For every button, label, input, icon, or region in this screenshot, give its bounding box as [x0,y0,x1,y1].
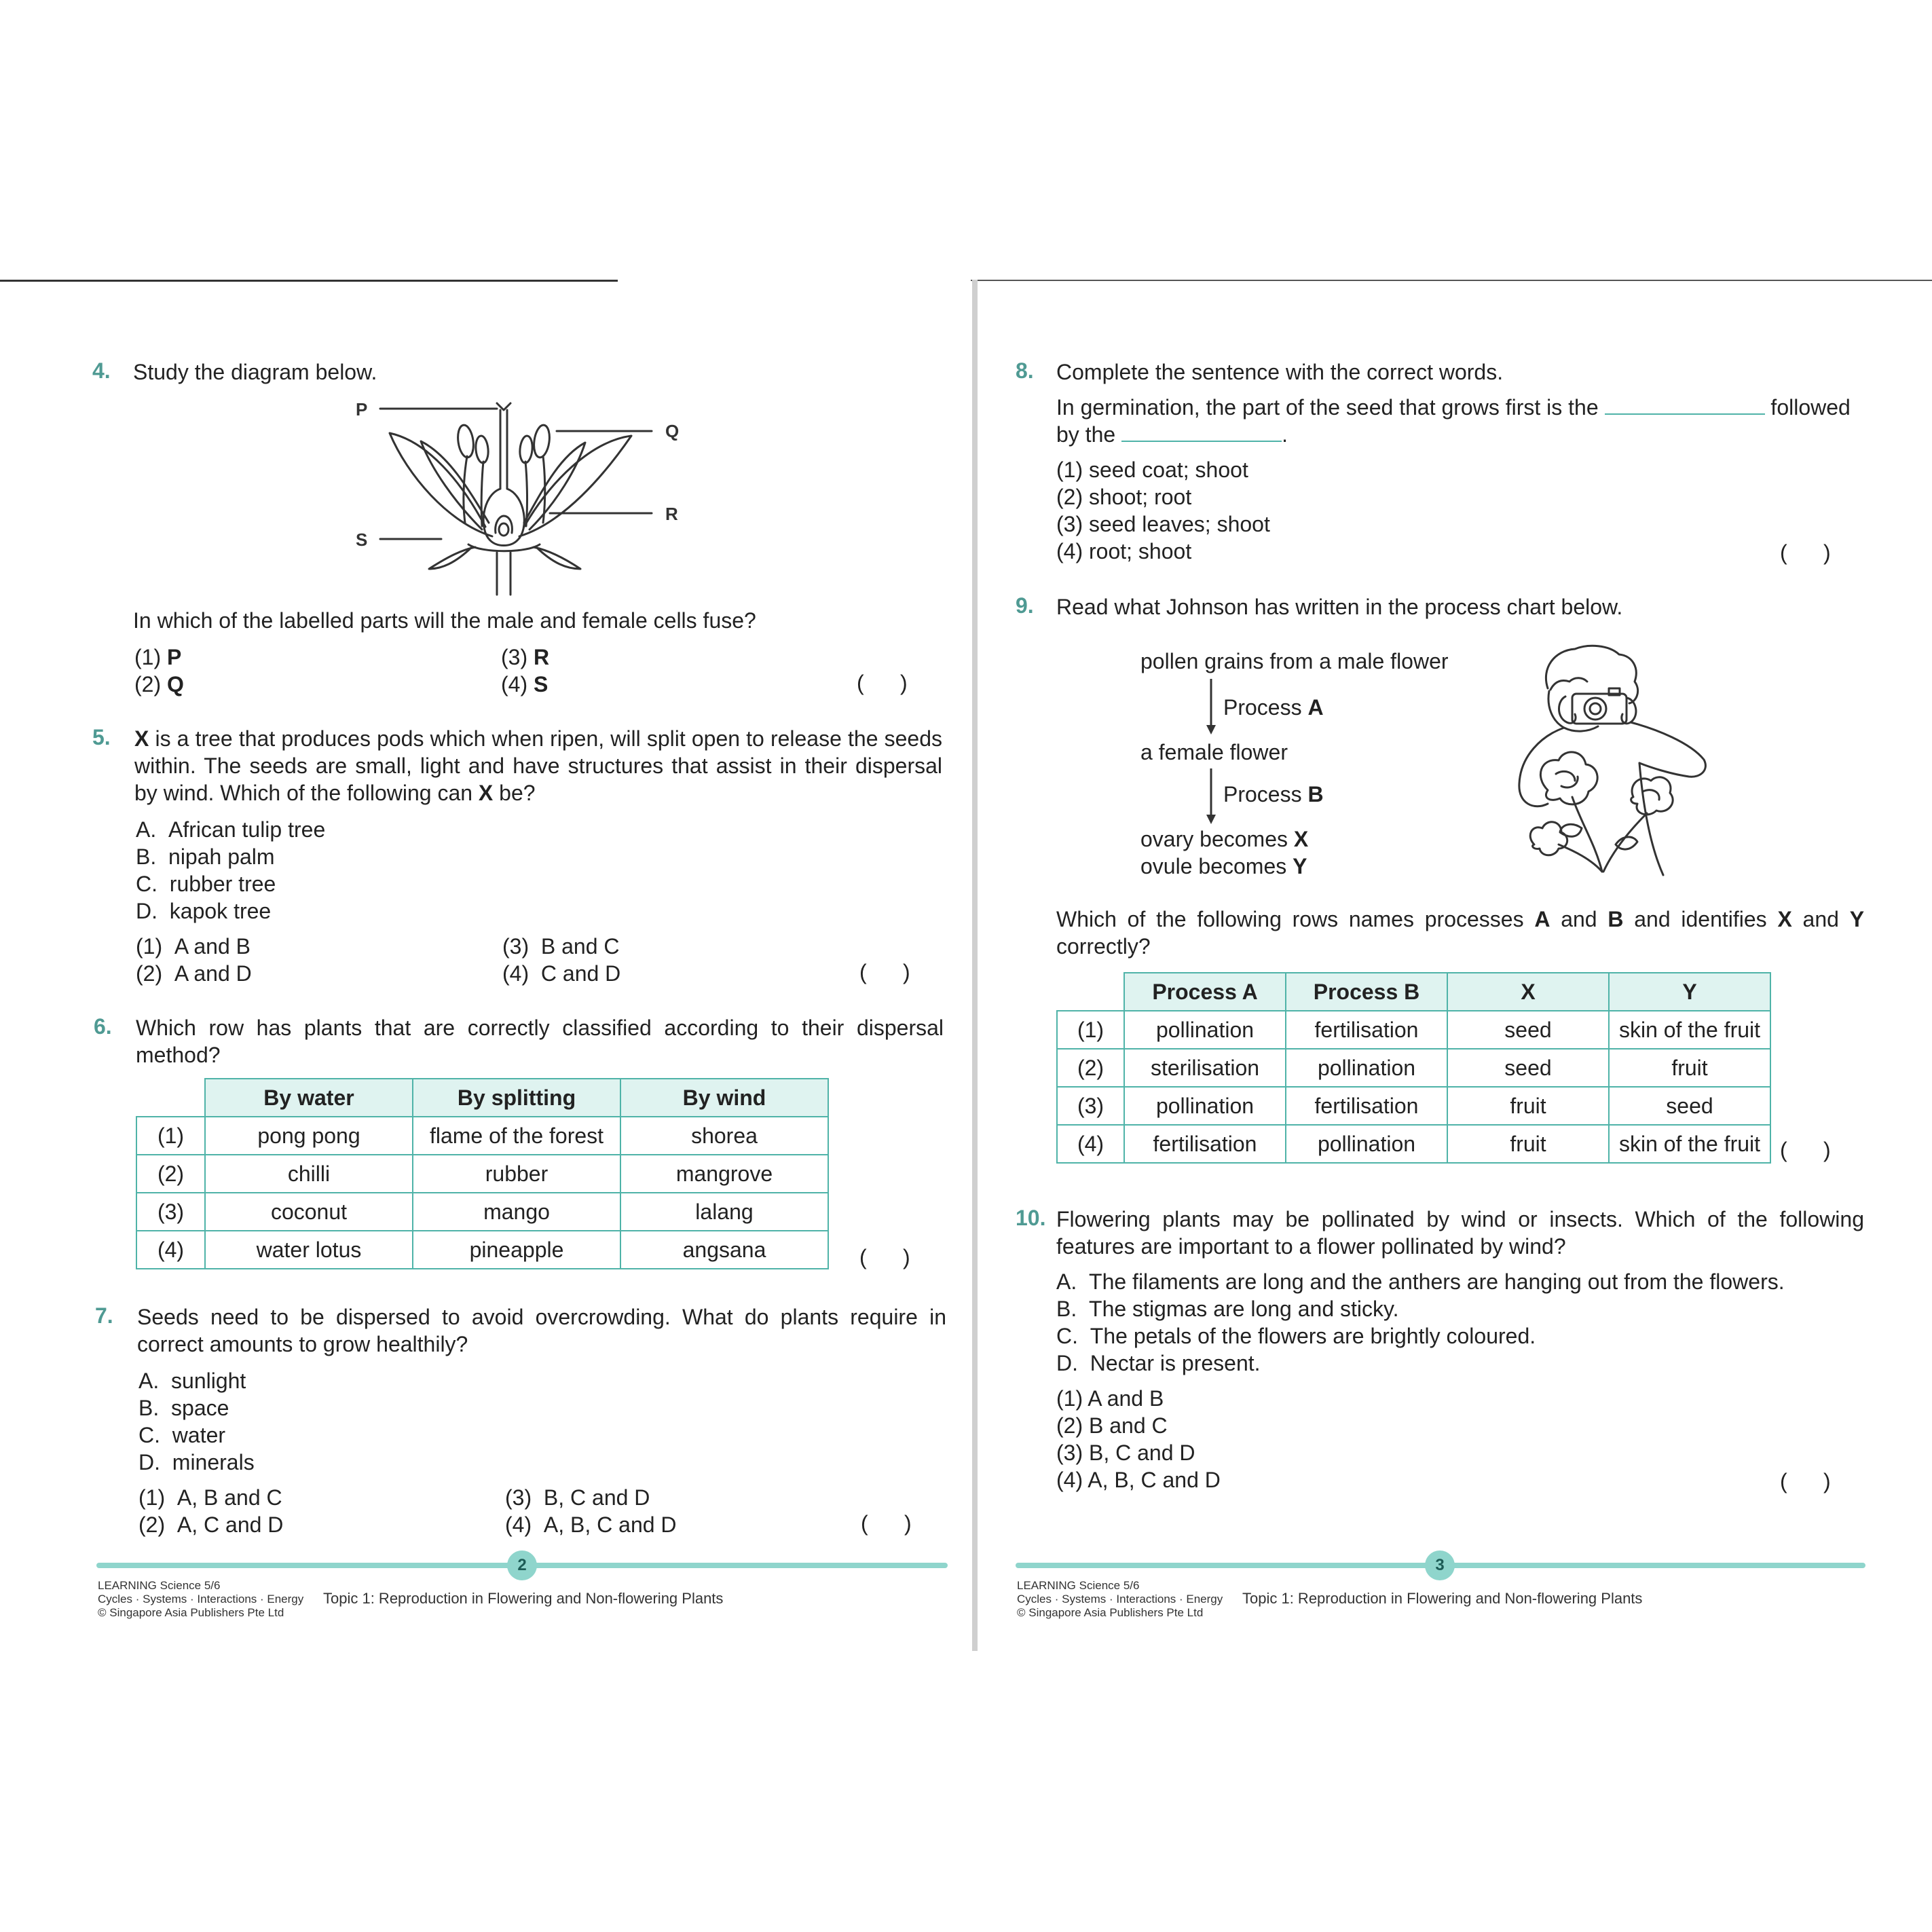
q10-statement-d: D. Nectar is present. [1056,1351,1261,1375]
q8-blank-1[interactable] [1605,396,1765,415]
footer-topic-left: Topic 1: Reproduction in Flowering and Non-flowering Plants [323,1590,724,1607]
q9-header-y: Y [1609,973,1770,1011]
book-spine [972,280,978,1651]
page-top-edge-right [971,280,1932,281]
q6-dispersal-table [136,1078,829,1269]
q6-header-wind: By wind [620,1079,828,1117]
q8-sentence-line2: by the . [1056,422,1288,447]
q9-chart-process-b: Process B [1223,782,1324,806]
option-number: (1) [134,645,162,669]
q9-header-x: X [1447,973,1609,1011]
q4-label-s: S [356,530,368,550]
q6-number: 6. [94,1014,112,1039]
page-number-left: 2 [507,1550,537,1580]
q7-option-2[interactable]: (2) A, C and D [138,1512,284,1537]
q4-option-4[interactable] [501,671,548,698]
q5-option-2[interactable]: (2) A and D [136,961,252,986]
q10-option-1[interactable]: (1) A and B [1056,1386,1164,1411]
down-arrow-icon [1204,677,1218,736]
q8-prompt: Complete the sentence with the correct words. [1056,360,1504,384]
q7-statement-d: D. minerals [138,1450,255,1474]
q8-answer-bracket[interactable]: ( ) [1780,540,1831,565]
q9-chart-step3: ovary becomes X [1140,827,1309,851]
q4-prompt: Study the diagram below. [133,360,377,384]
q10-text: Flowering plants may be pollinated by wind or insects. Which of the following features are important to a flower pollinated by wind? [1056,1207,1864,1259]
down-arrow-icon [1204,767,1218,825]
table-row[interactable]: (1) pollination fertilisation seed skin of the fruit [1057,1011,1770,1049]
q10-statement-b: B. The stigmas are long and sticky. [1056,1297,1399,1321]
q4-label-p: P [356,399,368,420]
page-top-edge-left [0,280,618,282]
option-text: P [167,645,182,669]
table-row[interactable]: (4) water lotus pineapple angsana [136,1231,828,1269]
q8-option-1[interactable]: (1) seed coat; shoot [1056,458,1248,482]
q9-chart-step1: pollen grains from a male flower [1140,649,1449,673]
q8-sentence-line1: In germination, the part of the seed that grows first is the followed [1056,395,1851,420]
q5-statement-a: A. African tulip tree [136,817,326,842]
q4-label-q: Q [665,421,680,441]
table-row[interactable]: (4) fertilisation pollination fruit skin of the fruit [1057,1125,1770,1163]
q5-number: 5. [92,725,111,749]
q4-option-1[interactable] [134,644,181,671]
q5-answer-bracket[interactable]: ( ) [859,960,910,984]
q5-statement-c: C. rubber tree [136,872,276,896]
q4-answer-bracket[interactable]: ( ) [857,671,908,695]
footer-topic-right: Topic 1: Reproduction in Flowering and Non-flowering Plants [1242,1590,1643,1607]
option-text: R [534,645,550,669]
q6-header-water: By water [205,1079,413,1117]
q7-option-1[interactable]: (1) A, B and C [138,1485,282,1510]
q9-chart-step2: a female flower [1140,740,1288,764]
q8-blank-2[interactable] [1121,423,1282,442]
q5-text: X is a tree that produces pods which when ripen, will split open to release the seeds within. The seeds are small, light and have structures that assist in their dispersal by wind. Which of the following can X be? [134,726,942,805]
table-row[interactable]: (3) coconut mango lalang [136,1193,828,1231]
q10-number: 10. [1016,1206,1046,1230]
footer-book-info-left: LEARNING Science 5/6 Cycles · Systems · Interactions · Energy © Singapore Asia Publishers Pte Ltd [98,1579,304,1619]
option-number: (2) [134,672,162,696]
q4-number: 4. [92,358,111,383]
q6-text: Which row has plants that are correctly classified according to their dispersal method? [136,1016,944,1067]
q6-header-splitting: By splitting [413,1079,620,1117]
q9-header-process-b: Process B [1286,973,1447,1011]
q9-question: Which of the following rows names processes A and B and identifies X and Y correctly? [1056,907,1865,959]
q7-statement-b: B. space [138,1396,229,1420]
q10-option-2[interactable]: (2) B and C [1056,1413,1168,1438]
q5-option-4[interactable]: (4) C and D [502,961,621,986]
q7-statement-a: A. sunlight [138,1369,246,1393]
table-row[interactable]: (3) pollination fertilisation fruit seed [1057,1087,1770,1125]
q5-statement-d: D. kapok tree [136,899,272,923]
page-number-right: 3 [1425,1550,1455,1580]
q4-option-2[interactable] [134,671,184,698]
table-row[interactable]: (1) pong pong flame of the forest shorea [136,1117,828,1155]
q9-header-process-a: Process A [1124,973,1286,1011]
q5-option-3[interactable]: (3) B and C [502,934,620,959]
option-number: (4) [501,672,528,696]
q9-prompt: Read what Johnson has written in the process chart below. [1056,595,1623,619]
q7-statement-c: C. water [138,1423,226,1447]
q9-chart-step4: ovule becomes Y [1140,854,1307,878]
boy-with-camera-icon [1507,641,1711,885]
flower-diagram-icon [346,394,699,604]
option-text: Q [167,672,184,696]
q10-option-3[interactable]: (3) B, C and D [1056,1441,1195,1465]
q9-number: 9. [1016,593,1034,618]
q7-number: 7. [95,1303,113,1328]
q6-answer-bracket[interactable]: ( ) [859,1245,910,1269]
q4-option-3[interactable] [501,644,549,671]
q4-label-r: R [665,504,678,524]
q10-answer-bracket[interactable]: ( ) [1780,1469,1831,1493]
q8-number: 8. [1016,358,1034,383]
q10-statement-a: A. The filaments are long and the anthers are hanging out from the flowers. [1056,1269,1785,1294]
q9-answer-bracket[interactable]: ( ) [1780,1138,1831,1162]
q7-option-3[interactable]: (3) B, C and D [505,1485,650,1510]
q7-answer-bracket[interactable]: ( ) [861,1511,912,1536]
q8-option-2[interactable]: (2) shoot; root [1056,485,1192,509]
option-number: (3) [501,645,528,669]
q7-option-4[interactable]: (4) A, B, C and D [505,1512,677,1537]
q10-option-4[interactable]: (4) A, B, C and D [1056,1468,1221,1492]
table-row[interactable]: (2) chilli rubber mangrove [136,1155,828,1193]
q7-text: Seeds need to be dispersed to avoid overcrowding. What do plants require in correct amounts to grow healthily? [137,1305,946,1356]
q4-question: In which of the labelled parts will the male and female cells fuse? [133,608,756,633]
q5-option-1[interactable]: (1) A and B [136,934,250,959]
footer-book-info-right: LEARNING Science 5/6 Cycles · Systems · Interactions · Energy © Singapore Asia Publishers Pte Ltd [1017,1579,1223,1619]
q8-option-4[interactable]: (4) root; shoot [1056,539,1192,563]
q8-option-3[interactable]: (3) seed leaves; shoot [1056,512,1270,536]
q9-process-table [1056,972,1771,1164]
table-row[interactable]: (2) sterilisation pollination seed fruit [1057,1049,1770,1087]
q5-statement-b: B. nipah palm [136,844,275,869]
q9-chart-process-a: Process A [1223,695,1324,720]
option-text: S [534,672,549,696]
q10-statement-c: C. The petals of the flowers are brightly coloured. [1056,1324,1536,1348]
